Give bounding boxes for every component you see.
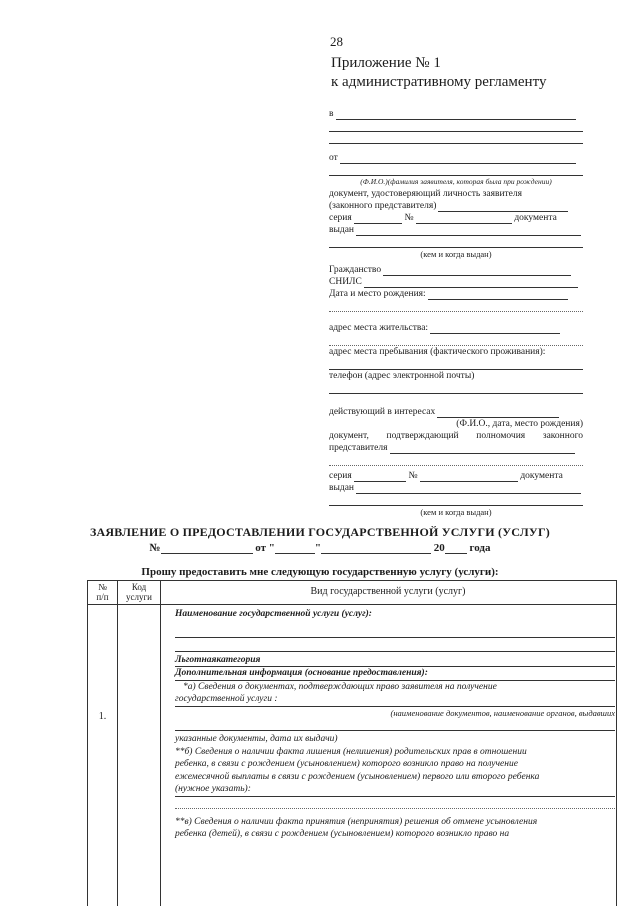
item-b-field[interactable] [175, 797, 615, 809]
snils-label: СНИЛС [329, 277, 362, 287]
authority-row2 [329, 442, 583, 454]
to-row [329, 108, 583, 120]
issued-note: (кем и когда выдан) [420, 249, 492, 259]
number-field-2[interactable] [420, 471, 518, 482]
application-quote-close: " [314, 542, 322, 554]
residence-row [329, 322, 583, 334]
to-label: в [329, 109, 334, 119]
service-name-line-1[interactable] [175, 626, 615, 638]
authority-field[interactable] [390, 443, 575, 454]
benefit-category-label[interactable]: Льготнаякатегория [175, 654, 615, 668]
col-header-code-line1: Код [131, 582, 147, 592]
authority-line-3[interactable] [329, 454, 583, 466]
service-details-cell [175, 608, 615, 841]
acting-field[interactable] [437, 407, 559, 418]
issued-field[interactable] [356, 225, 581, 236]
item-a-line1: *а) Сведения о документах, подтверждающих право заявителя на получение [183, 681, 497, 692]
acting-note: (Ф.И.О., дата, место рождения) [456, 419, 583, 429]
birth-field[interactable] [428, 289, 568, 300]
col-divider-code [118, 581, 161, 906]
acting-label: действующий в интересах [329, 407, 436, 417]
to-line-2[interactable] [329, 120, 583, 132]
document-word-2: документа [520, 471, 563, 481]
id-doc-row2 [329, 200, 583, 212]
birth-row [329, 288, 583, 300]
item-a-line3: указанные документы, дата их выдачи) [175, 734, 338, 744]
residence-field[interactable] [430, 323, 560, 334]
issued-label: выдан [329, 225, 355, 235]
series-label: серия [329, 213, 352, 223]
col-divider-number [88, 581, 118, 906]
issued-row-2 [329, 482, 583, 494]
from-row [329, 152, 583, 164]
phone-label: телефон (адрес электронной почты) [329, 371, 475, 381]
appendix-title: Приложение № 1 [331, 55, 441, 71]
number-field[interactable] [416, 213, 512, 224]
document-word: документа [514, 213, 557, 223]
issued-label-2: выдан [329, 483, 355, 493]
application-day-field[interactable] [275, 542, 315, 554]
stay-label: адрес места пребывания (фактического проживания): [329, 347, 546, 357]
citizenship-field[interactable] [383, 265, 571, 276]
stay-line[interactable] [329, 358, 583, 370]
applicant-header-form [329, 108, 583, 518]
row-number: 1. [98, 711, 107, 722]
series-label-2: серия [329, 471, 352, 481]
col-header-code-line2: услуги [126, 592, 152, 602]
page-number: 28 [330, 34, 343, 49]
to-line-3[interactable] [329, 132, 583, 144]
fio-note: (Ф.И.О.)(фамилия заявителя, которая была при рождении) [360, 177, 552, 186]
series-field-2[interactable] [354, 471, 406, 482]
id-doc-line2: (законного представителя) [329, 201, 437, 211]
item-b-line1: **б) Сведения о наличии факта лишения (нелишения) родительских прав в отношении [175, 746, 527, 757]
header-row-divider [88, 604, 616, 605]
col-header-code [118, 582, 160, 602]
to-field[interactable] [336, 109, 576, 120]
series-row [329, 212, 583, 224]
issued-field-2[interactable] [356, 483, 581, 494]
residence-label: адрес места жительства: [329, 323, 429, 333]
item-b-line3: ежемесячной выплаты в связи с рождением (усыновлением) первого или второго ребенка [175, 771, 540, 782]
item-a-note: (наименование документов, наименование органов, выдавших [390, 707, 615, 718]
item-c-line1: **в) Сведения о наличии факта принятия (непринятия) решения об отмене усыновления [175, 816, 538, 827]
item-a-field[interactable] [175, 719, 615, 731]
service-name-label: Наименование государственной услуги (услуг): [175, 609, 372, 619]
appendix-subtitle: к административному регламенту [331, 74, 547, 90]
additional-info-label[interactable]: Дополнительная информация (основание предоставления): [175, 667, 615, 681]
id-doc-field[interactable] [438, 201, 568, 212]
application-from-label: от " [255, 542, 275, 554]
item-c-line2: ребенка (детей), в связи с рождением (усыновлением) которого возникло право на [175, 829, 510, 839]
item-a-line2[interactable]: государственной услуги : [175, 693, 615, 707]
issued-line-2[interactable] [329, 236, 583, 248]
authority-line1: документ, подтверждающий полномочия законного [329, 431, 583, 441]
col-header-type: Вид государственной услуги (услуг) [310, 586, 466, 597]
service-name-line-2[interactable] [175, 640, 615, 652]
application-no-label: № [149, 542, 161, 554]
id-doc-line1: документ, удостоверяющий личность заявителя [329, 189, 523, 199]
from-label: от [329, 153, 338, 163]
number-label-2: № [408, 471, 418, 481]
birth-label: Дата и место рождения: [329, 289, 426, 299]
col-header-number-line2: п/п [96, 592, 109, 602]
application-month-field[interactable] [321, 542, 431, 554]
application-year-field[interactable] [445, 542, 467, 554]
issued-note-2: (кем и когда выдан) [420, 507, 492, 517]
application-no-field[interactable] [161, 542, 253, 554]
application-year-suffix: года [469, 542, 491, 554]
snils-row [329, 276, 583, 288]
acting-row [329, 406, 583, 418]
application-number-date [0, 542, 640, 554]
series-row-2 [329, 470, 583, 482]
from-line-2[interactable] [329, 164, 583, 176]
citizenship-label: Гражданство [329, 265, 382, 275]
services-table [87, 580, 617, 906]
item-b-line2: ребенка, в связи с рождением (усыновлением) которого возникло право на получение [175, 759, 518, 769]
issued-row [329, 224, 583, 236]
application-title: ЗАЯВЛЕНИЕ О ПРЕДОСТАВЛЕНИИ ГОСУДАРСТВЕННОЙ УСЛУГИ (УСЛУГ) [90, 525, 550, 539]
birth-line-2[interactable] [329, 300, 583, 312]
phone-line[interactable] [329, 382, 583, 394]
issued-line-2b[interactable] [329, 494, 583, 506]
number-label: № [404, 213, 414, 223]
residence-line-2[interactable] [329, 334, 583, 346]
series-field[interactable] [354, 213, 402, 224]
col-header-number-line1: № [98, 582, 107, 592]
col-header-number [88, 582, 117, 602]
application-year-prefix: 20 [433, 542, 445, 554]
citizenship-row [329, 264, 583, 276]
snils-field[interactable] [364, 277, 578, 288]
authority-line2: представителя [329, 443, 388, 453]
from-field[interactable] [340, 153, 576, 164]
request-text: Прошу предоставить мне следующую государственную услугу (услуги): [141, 566, 499, 578]
item-b-line4[interactable]: (нужное указать): [175, 783, 615, 797]
